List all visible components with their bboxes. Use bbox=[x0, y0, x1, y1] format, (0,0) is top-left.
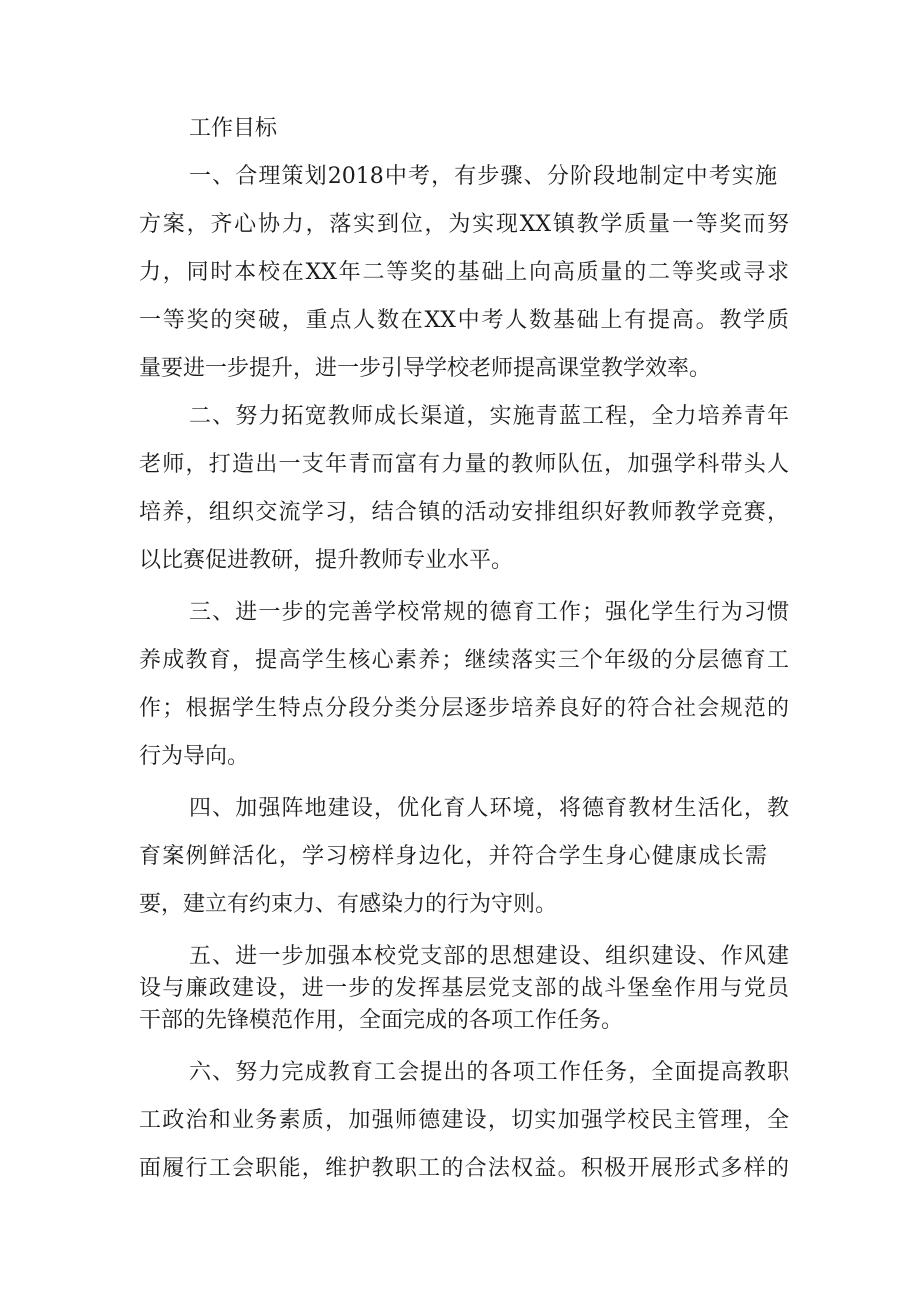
paragraph-1-line-1: 一、合理策划2018中考，有步骤、分阶段地制定中考实施 bbox=[189, 164, 777, 189]
paragraph-6-line-3: 面履行工会职能，维护教职工的合法权益。积极开展形式多样的 bbox=[139, 1156, 789, 1181]
paragraph-3-line-3: 作；根据学生特点分段分类分层逐步培养良好的符合社会规范的 bbox=[139, 696, 789, 721]
paragraph-3-line-1: 三、进一步的完善学校常规的德育工作；强化学生行为习惯 bbox=[189, 600, 789, 625]
paragraph-2-line-3: 培养，组织交流学习，结合镇的活动安排组织好教师教学竞赛， bbox=[139, 500, 789, 525]
paragraph-2-line-1: 二、努力拓宽教师成长渠道，实施青蓝工程，全力培养青年 bbox=[189, 404, 789, 429]
paragraph-4-line-1: 四、加强阵地建设，优化育人环境，将德育教材生活化，教 bbox=[189, 796, 789, 821]
paragraph-4-line-3: 要，建立有约束力、有感染力的行为守则。 bbox=[139, 892, 558, 917]
paragraph-2-line-4: 以比赛促进教研，提升教师专业水平。 bbox=[139, 548, 514, 573]
section-heading: 工作目标 bbox=[189, 116, 278, 141]
paragraph-1-line-5: 量要进一步提升，进一步引导学校老师提高课堂教学效率。 bbox=[139, 356, 712, 381]
paragraph-1-line-3: 力，同时本校在XX年二等奖的基础上向高质量的二等奖或寻求 bbox=[139, 260, 789, 285]
paragraph-1-line-4: 一等奖的突破，重点人数在XX中考人数基础上有提高。教学质 bbox=[139, 308, 789, 333]
paragraph-5-line-1: 五、进一步加强本校党支部的思想建设、组织建设、作风建 bbox=[189, 944, 789, 969]
paragraph-1-line-2: 方案，齐心协力，落实到位，为实现XX镇教学质量一等奖而努 bbox=[139, 212, 789, 237]
paragraph-3-line-4: 行为导向。 bbox=[139, 744, 250, 769]
paragraph-5-line-3: 干部的先锋模范作用，全面完成的各项工作任务。 bbox=[139, 1008, 624, 1033]
paragraph-2-line-2: 老师，打造出一支年青而富有力量的教师队伍，加强学科带头人 bbox=[139, 452, 789, 477]
paragraph-6-line-1: 六、努力完成教育工会提出的各项工作任务，全面提高教职 bbox=[189, 1060, 789, 1085]
paragraph-6-line-2: 工政治和业务素质，加强师德建设，切实加强学校民主管理，全 bbox=[139, 1108, 789, 1133]
paragraph-4-line-2: 育案例鲜活化，学习榜样身边化，并符合学生身心健康成长需 bbox=[139, 844, 767, 869]
paragraph-3-line-2: 养成教育，提高学生核心素养；继续落实三个年级的分层德育工 bbox=[139, 648, 789, 673]
paragraph-5-line-2: 设与廉政建设，进一步的发挥基层党支部的战斗堡垒作用与党员 bbox=[139, 976, 789, 1001]
